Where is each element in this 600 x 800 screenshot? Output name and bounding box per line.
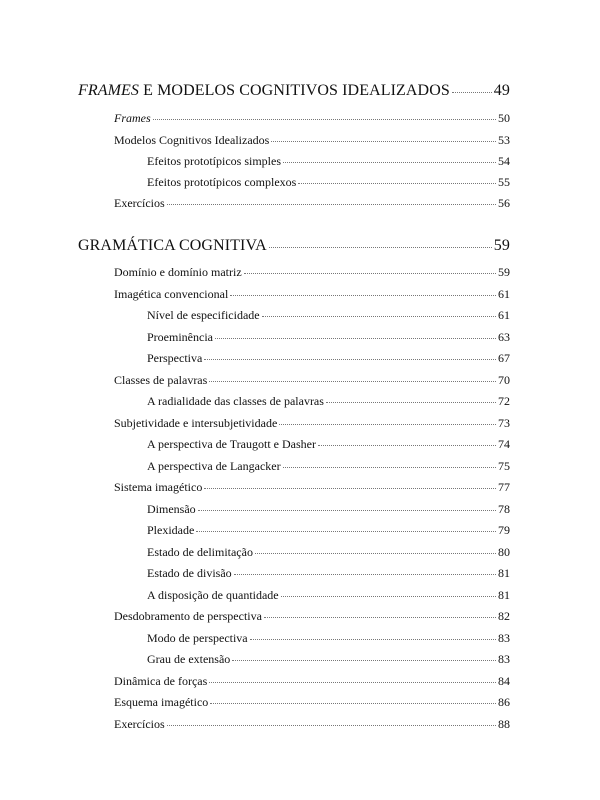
page-number: 83 — [498, 631, 510, 645]
dot-leader — [204, 359, 496, 360]
dot-leader — [167, 204, 496, 205]
toc-entry[interactable] — [114, 695, 510, 710]
toc-subentry[interactable] — [147, 351, 510, 366]
page-number: 82 — [498, 609, 510, 623]
toc-entry-label: Desdobramento de perspectiva — [114, 609, 262, 623]
toc-entry-label: Grau de extensão — [147, 652, 231, 666]
toc-subentry[interactable] — [147, 545, 510, 560]
dot-leader — [271, 141, 496, 142]
page-number: 77 — [498, 480, 510, 494]
toc-entry-label: A perspectiva de Langacker — [147, 459, 281, 473]
page-number: 78 — [498, 502, 510, 516]
dot-leader — [326, 402, 496, 403]
page-number: 49 — [493, 82, 510, 99]
page-number: 88 — [498, 717, 510, 731]
toc-entry-label: Plexidade — [147, 523, 195, 537]
toc-entry-label: Dinâmica de forças — [114, 674, 208, 688]
dot-leader — [283, 467, 496, 468]
dot-leader — [215, 338, 496, 339]
toc-entry[interactable] — [114, 480, 510, 495]
page-number: 54 — [498, 154, 510, 168]
page-number: 75 — [498, 459, 510, 473]
toc-subentry[interactable] — [147, 502, 510, 517]
dot-leader — [283, 162, 496, 163]
toc-entry[interactable] — [114, 717, 510, 732]
toc-entry[interactable] — [114, 609, 510, 624]
dot-leader — [209, 682, 496, 683]
page-number: 81 — [498, 588, 510, 602]
page-number: 63 — [498, 330, 510, 344]
toc-entry-label: Proeminência — [147, 330, 213, 344]
toc-entry-label: Dimensão — [147, 502, 196, 516]
dot-leader — [196, 531, 496, 532]
toc-entry[interactable] — [114, 133, 510, 148]
toc-subentry[interactable] — [147, 394, 510, 409]
chapter-heading-frames[interactable] — [78, 82, 510, 100]
toc-entry[interactable] — [114, 373, 510, 388]
toc-entry-label: Modelos Cognitivos Idealizados — [114, 133, 270, 147]
toc-entry[interactable] — [114, 674, 510, 689]
page-number: 55 — [498, 175, 510, 189]
toc-entry-label: Exercícios — [114, 717, 165, 731]
dot-leader — [298, 183, 496, 184]
chapter-heading-gramatica-cognitiva[interactable] — [78, 237, 510, 255]
dot-leader — [210, 703, 496, 704]
dot-leader — [264, 617, 496, 618]
dot-leader — [279, 424, 496, 425]
page-number: 53 — [498, 133, 510, 147]
toc-entry[interactable] — [114, 111, 510, 126]
toc-subentry[interactable] — [147, 175, 510, 190]
dot-leader — [230, 295, 496, 296]
page-number: 50 — [498, 111, 510, 125]
toc-entry-label: A perspectiva de Traugott e Dasher — [147, 437, 316, 451]
page-number: 74 — [498, 437, 510, 451]
dot-leader — [318, 445, 496, 446]
page-number: 80 — [498, 545, 510, 559]
dot-leader — [255, 553, 496, 554]
dot-leader — [204, 488, 496, 489]
toc-subentry[interactable] — [147, 566, 510, 581]
toc-entry-label: Perspectiva — [147, 351, 203, 365]
page-number: 59 — [498, 265, 510, 279]
toc-entry-label: Imagética convencional — [114, 287, 229, 301]
dot-leader — [167, 725, 496, 726]
page-number: 67 — [498, 351, 510, 365]
toc-subentry[interactable] — [147, 437, 510, 452]
page-number: 61 — [498, 287, 510, 301]
dot-leader — [153, 119, 496, 120]
toc-entry-label: Exercícios — [114, 196, 165, 210]
toc-entry-label: Classes de palavras — [114, 373, 208, 387]
toc-subentry[interactable] — [147, 523, 510, 538]
toc-entry-label: Sistema imagético — [114, 480, 203, 494]
toc-subentry[interactable] — [147, 308, 510, 323]
page-number: 84 — [498, 674, 510, 688]
toc-entry-label: Nível de especificidade — [147, 308, 260, 322]
toc-entry[interactable] — [114, 196, 510, 211]
dot-leader — [262, 316, 496, 317]
page-number: 73 — [498, 416, 510, 430]
toc-entry-label: Estado de divisão — [147, 566, 232, 580]
page-number: 72 — [498, 394, 510, 408]
chapter-title: GRAMÁTICA COGNITIVA — [78, 237, 267, 254]
dot-leader — [209, 381, 496, 382]
page-number: 86 — [498, 695, 510, 709]
toc-entry-label: Efeitos prototípicos simples — [147, 154, 281, 168]
dot-leader — [234, 574, 496, 575]
toc-subentry[interactable] — [147, 459, 510, 474]
toc-entry-label: Modo de perspectiva — [147, 631, 248, 645]
toc-entry-label: Subjetividade e intersubjetividade — [114, 416, 278, 430]
page-number: 61 — [498, 308, 510, 322]
toc-subentry[interactable] — [147, 588, 510, 603]
toc-entry-label: Frames — [114, 111, 151, 125]
dot-leader — [232, 660, 496, 661]
dot-leader — [198, 510, 496, 511]
toc-entry-label: Estado de delimitação — [147, 545, 253, 559]
page-number: 59 — [493, 237, 510, 254]
dot-leader — [269, 247, 492, 248]
toc-entry[interactable] — [114, 416, 510, 431]
page-number: 81 — [498, 566, 510, 580]
page-number: 70 — [498, 373, 510, 387]
toc-entry[interactable] — [114, 265, 510, 280]
page-number: 83 — [498, 652, 510, 666]
toc-entry-label: Domínio e domínio matriz — [114, 265, 242, 279]
dot-leader — [244, 273, 496, 274]
toc-entry[interactable] — [114, 287, 510, 302]
dot-leader — [281, 596, 496, 597]
chapter-title: FRAMES E MODELOS COGNITIVOS IDEALIZADOS — [78, 82, 450, 99]
page-number: 56 — [498, 196, 510, 210]
toc-entry-label: Efeitos prototípicos complexos — [147, 175, 297, 189]
toc-subentry[interactable] — [147, 154, 510, 169]
dot-leader — [250, 639, 496, 640]
toc-entry-label: A radialidade das classes de palavras — [147, 394, 324, 408]
page-number: 79 — [498, 523, 510, 537]
toc-entry-label: Esquema imagético — [114, 695, 209, 709]
toc-entry-label: A disposição de quantidade — [147, 588, 279, 602]
toc-subentry[interactable] — [147, 330, 510, 345]
dot-leader — [452, 92, 492, 93]
toc-subentry[interactable] — [147, 652, 510, 667]
toc-subentry[interactable] — [147, 631, 510, 646]
